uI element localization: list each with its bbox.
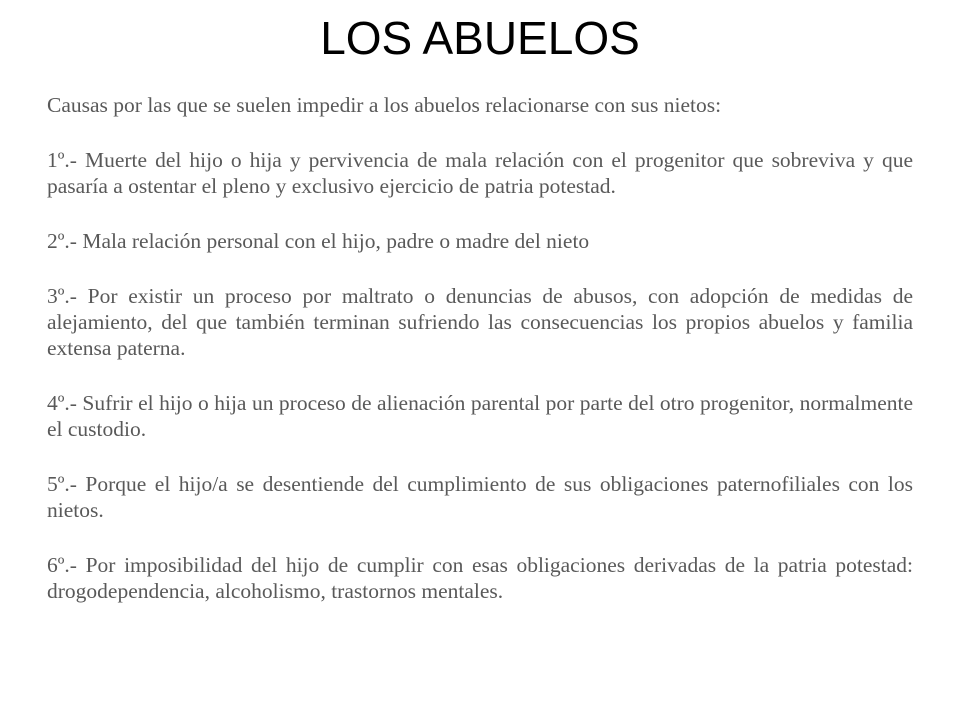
cause-item-1: 1º.- Muerte del hijo o hija y pervivencia de mala relación con el progenitor que sobreviva y que pasaría a ostentar el pleno y exclusivo ejercicio de patria potestad. [47,148,913,198]
cause-item-3: 3º.- Por existir un proceso por maltrato o denuncias de abusos, con adopción de medidas de alejamiento, del que también terminan sufriendo las consecuencias los propios abuelos y familia extensa paterna. [47,284,913,360]
intro-text: Causas por las que se suelen impedir a los abuelos relacionarse con sus nietos: [47,93,722,117]
cause-item-2: 2º.- Mala relación personal con el hijo, padre o madre del nieto [47,229,590,253]
slide-title: LOS ABUELOS [320,12,640,64]
cause-item-5: 5º.- Porque el hijo/a se desentiende del cumplimiento de sus obligaciones paternofiliales con los nietos. [47,472,913,522]
cause-item-6: 6º.- Por imposibilidad del hijo de cumplir con esas obligaciones derivadas de la patria potestad: drogodependencia, alcoholismo, trastornos mentales. [47,553,913,603]
cause-item-4: 4º.- Sufrir el hijo o hija un proceso de alienación parental por parte del otro progenitor, normalmente el custodio. [47,391,913,441]
slide-body [47,92,913,633]
